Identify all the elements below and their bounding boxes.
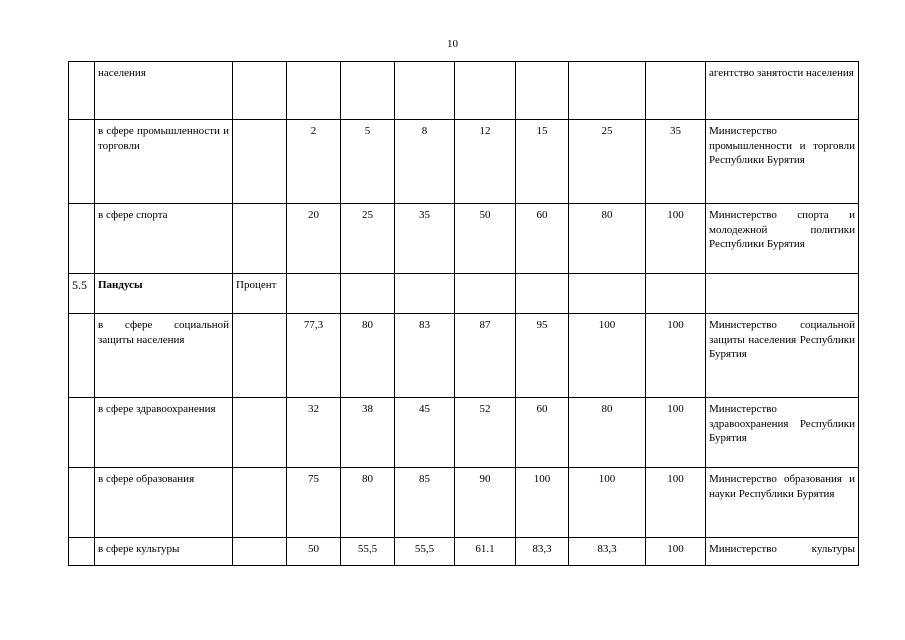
unit-cell: Процент bbox=[233, 274, 287, 314]
value-cell: 50 bbox=[287, 538, 341, 566]
value-cell: 60 bbox=[516, 398, 569, 468]
responsible-org: Министерство социальной защиты населения Республики Бурятия bbox=[706, 314, 859, 398]
value-cell: 100 bbox=[646, 314, 706, 398]
value-cell: 52 bbox=[455, 398, 516, 468]
responsible-org: Министерство промышленности и торговли Республики Бурятия bbox=[706, 120, 859, 204]
table-row bbox=[69, 314, 859, 398]
value-cell: 100 bbox=[646, 468, 706, 538]
indicators-table bbox=[68, 61, 859, 566]
table-row bbox=[69, 538, 859, 566]
indicator-name: населения bbox=[95, 62, 233, 120]
value-cell: 12 bbox=[455, 120, 516, 204]
responsible-org: Министерство спорта и молодежной политики Республики Бурятия bbox=[706, 204, 859, 274]
value-cell bbox=[341, 274, 395, 314]
row-index bbox=[69, 62, 95, 120]
value-cell bbox=[395, 274, 455, 314]
table-row bbox=[69, 398, 859, 468]
unit-cell bbox=[233, 120, 287, 204]
value-cell: 32 bbox=[287, 398, 341, 468]
value-cell: 35 bbox=[395, 204, 455, 274]
value-cell: 35 bbox=[646, 120, 706, 204]
row-index bbox=[69, 398, 95, 468]
value-cell bbox=[516, 274, 569, 314]
value-cell bbox=[516, 62, 569, 120]
value-cell: 95 bbox=[516, 314, 569, 398]
value-cell bbox=[287, 62, 341, 120]
section-row bbox=[69, 274, 859, 314]
value-cell: 50 bbox=[455, 204, 516, 274]
row-index bbox=[69, 468, 95, 538]
unit-cell bbox=[233, 314, 287, 398]
value-cell: 38 bbox=[341, 398, 395, 468]
value-cell: 100 bbox=[516, 468, 569, 538]
value-cell bbox=[646, 274, 706, 314]
value-cell: 45 bbox=[395, 398, 455, 468]
responsible-org: агентство занятости населения bbox=[706, 62, 859, 120]
value-cell: 80 bbox=[341, 314, 395, 398]
value-cell: 20 bbox=[287, 204, 341, 274]
value-cell: 2 bbox=[287, 120, 341, 204]
indicator-name: в сфере спорта bbox=[95, 204, 233, 274]
value-cell bbox=[646, 62, 706, 120]
indicator-name: в сфере социальной защиты населения bbox=[95, 314, 233, 398]
row-index bbox=[69, 204, 95, 274]
row-index: 5.5 bbox=[69, 274, 95, 314]
value-cell: 83 bbox=[395, 314, 455, 398]
value-cell: 83,3 bbox=[569, 538, 646, 566]
value-cell: 80 bbox=[569, 204, 646, 274]
row-index bbox=[69, 538, 95, 566]
unit-cell bbox=[233, 468, 287, 538]
value-cell: 90 bbox=[455, 468, 516, 538]
value-cell: 87 bbox=[455, 314, 516, 398]
value-cell: 80 bbox=[569, 398, 646, 468]
value-cell bbox=[341, 62, 395, 120]
unit-cell bbox=[233, 398, 287, 468]
value-cell: 25 bbox=[341, 204, 395, 274]
value-cell bbox=[569, 274, 646, 314]
value-cell: 85 bbox=[395, 468, 455, 538]
row-index bbox=[69, 120, 95, 204]
table-row bbox=[69, 204, 859, 274]
value-cell: 100 bbox=[646, 398, 706, 468]
value-cell: 61.1 bbox=[455, 538, 516, 566]
indicator-name: в сфере образования bbox=[95, 468, 233, 538]
value-cell bbox=[455, 62, 516, 120]
value-cell: 100 bbox=[646, 538, 706, 566]
value-cell: 55,5 bbox=[341, 538, 395, 566]
table-row bbox=[69, 62, 859, 120]
value-cell: 83,3 bbox=[516, 538, 569, 566]
unit-cell bbox=[233, 62, 287, 120]
value-cell bbox=[287, 274, 341, 314]
value-cell: 75 bbox=[287, 468, 341, 538]
table-row bbox=[69, 120, 859, 204]
section-title: Пандусы bbox=[95, 274, 233, 314]
value-cell: 8 bbox=[395, 120, 455, 204]
value-cell: 55,5 bbox=[395, 538, 455, 566]
responsible-org: Министерство здравоохранения Республики Бурятия bbox=[706, 398, 859, 468]
unit-cell bbox=[233, 204, 287, 274]
value-cell: 100 bbox=[646, 204, 706, 274]
indicator-name: в сфере здравоохранения bbox=[95, 398, 233, 468]
indicator-name: в сфере промышленности и торговли bbox=[95, 120, 233, 204]
value-cell: 77,3 bbox=[287, 314, 341, 398]
value-cell: 80 bbox=[341, 468, 395, 538]
value-cell: 100 bbox=[569, 468, 646, 538]
indicator-name: в сфере культуры bbox=[95, 538, 233, 566]
value-cell bbox=[569, 62, 646, 120]
table-row bbox=[69, 468, 859, 538]
value-cell: 60 bbox=[516, 204, 569, 274]
unit-cell bbox=[233, 538, 287, 566]
row-index bbox=[69, 314, 95, 398]
responsible-org: Министерство культуры bbox=[706, 538, 859, 566]
page-number: 10 bbox=[447, 38, 458, 50]
responsible-org: Министерство образования и науки Республики Бурятия bbox=[706, 468, 859, 538]
value-cell: 100 bbox=[569, 314, 646, 398]
value-cell: 5 bbox=[341, 120, 395, 204]
value-cell bbox=[395, 62, 455, 120]
value-cell: 25 bbox=[569, 120, 646, 204]
responsible-org bbox=[706, 274, 859, 314]
value-cell bbox=[455, 274, 516, 314]
value-cell: 15 bbox=[516, 120, 569, 204]
